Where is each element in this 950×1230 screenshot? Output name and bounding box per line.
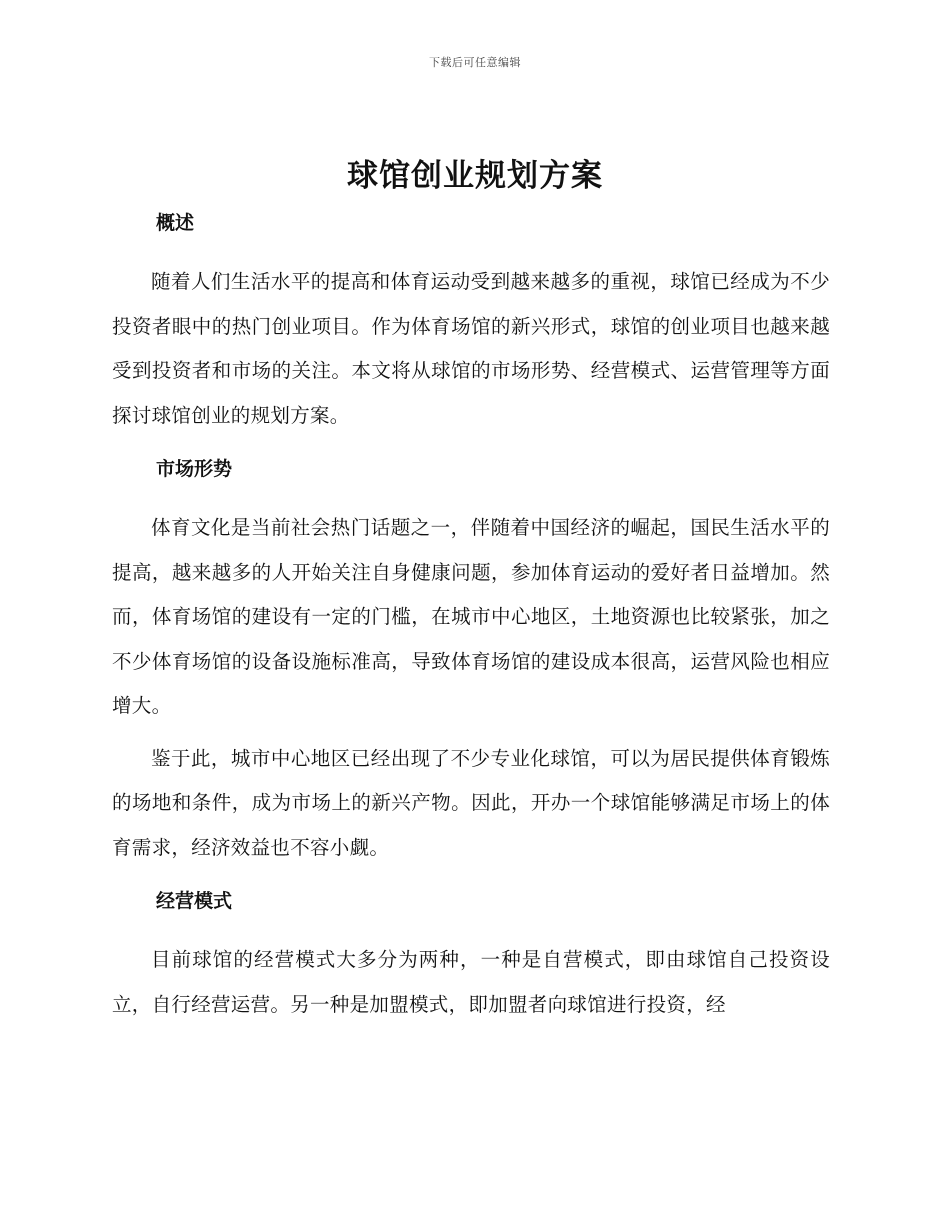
section-heading-overview: 概述	[156, 212, 195, 234]
paragraph-business-model: 目前球馆的经营模式大多分为两种，一种是自营模式，即由球馆自己投资设立，自行经营运营。另一种是加盟模式，即加盟者向球馆进行投资，经	[112, 948, 830, 1016]
paragraph-overview: 随着人们生活水平的提高和体育运动受到越来越多的重视，球馆已经成为不少投资者眼中的热门创业项目。作为体育场馆的新兴形式，球馆的创业项目也越来越受到投资者和市场的关注。本文将从球馆的市场形势、经营模式、运营管理等方面探讨球馆创业的规划方案。	[112, 270, 830, 427]
section-heading-business-model: 经营模式	[156, 890, 233, 912]
document-body	[112, 200, 830, 1027]
document-title: 球馆创业规划方案	[347, 158, 603, 194]
section-heading-market: 市场形势	[156, 458, 233, 480]
paragraph-market-2: 鉴于此，城市中心地区已经出现了不少专业化球馆，可以为居民提供体育锻炼的场地和条件，成为市场上的新兴产物。因此，开办一个球馆能够满足市场上的体育需求，经济效益也不容小觑。	[112, 746, 830, 859]
paragraph-market-1: 体育文化是当前社会热门话题之一，伴随着中国经济的崛起，国民生活水平的提高，越来越多的人开始关注自身健康问题，参加体育运动的爱好者日益增加。然而，体育场馆的建设有一定的门槛，在城市中心地区，土地资源也比较紧张，加之不少体育场馆的设备设施标准高，导致体育场馆的建设成本很高，运营风险也相应增大。	[112, 516, 830, 717]
header-note: 下载后可任意编辑	[429, 56, 521, 69]
